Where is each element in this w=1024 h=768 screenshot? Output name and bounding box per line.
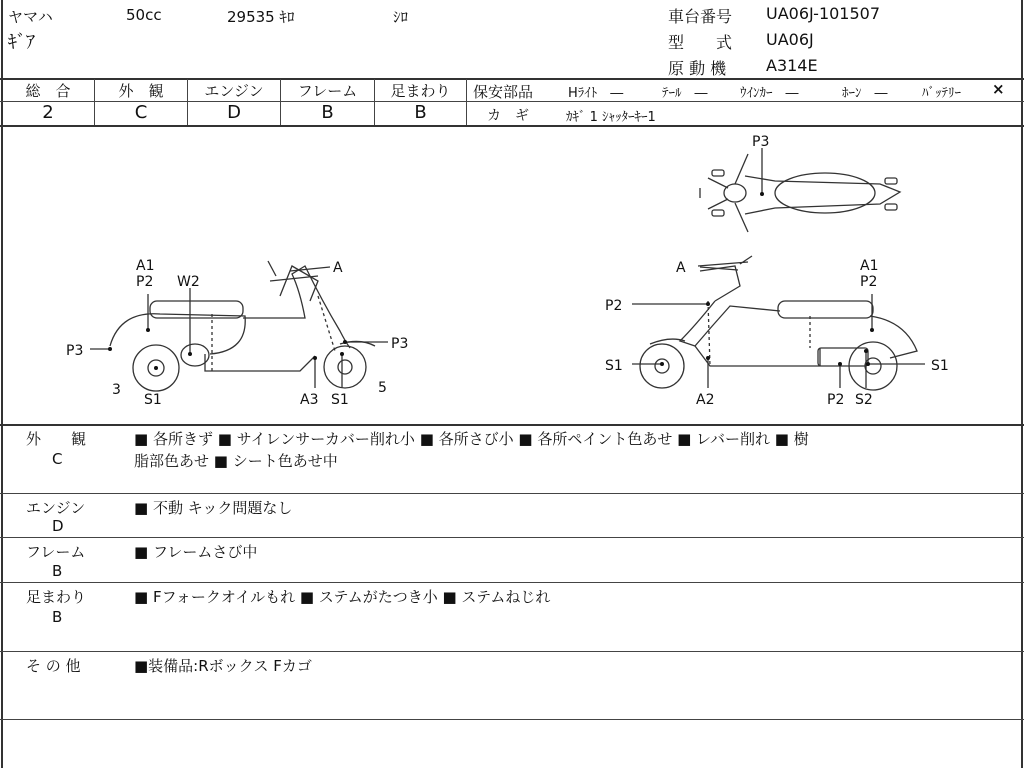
label-top-p3: P3 <box>752 134 770 150</box>
top-view-scooter <box>700 154 900 232</box>
label-right-a2: A2 <box>696 392 715 408</box>
winker-status: ｳｲﾝｶｰ ― <box>740 86 799 101</box>
frame-number-label: 車台番号 <box>668 7 733 26</box>
engine-model-value: A314E <box>766 56 818 75</box>
label-left-p3-front: P3 <box>66 343 84 359</box>
remark-grade: B <box>52 562 63 580</box>
label-right-s1-front: S1 <box>605 358 623 374</box>
remark-text: ■装備品:Rボックス Fカゴ <box>134 657 312 675</box>
label-right-p2-top: P2 <box>860 274 878 290</box>
diagram-divider <box>0 424 1024 426</box>
frame-grade-value: B <box>321 102 334 123</box>
remark-divider-2 <box>0 537 1024 538</box>
horn-status: ﾎｰﾝ ― <box>842 86 888 101</box>
remark-label: そ の 他 <box>26 657 81 675</box>
remark-text-line2: 脂部色あせ ■ シート色あせ中 <box>134 452 338 470</box>
remark-divider-1 <box>0 493 1024 494</box>
displacement: 50cc <box>126 6 162 24</box>
remark-grade: D <box>52 517 64 535</box>
color: ｼﾛ <box>393 8 409 26</box>
label-left-s1-rear: S1 <box>331 392 349 408</box>
label-left-w2: W2 <box>177 274 200 290</box>
suspension-grade-value: B <box>414 102 427 123</box>
remark-text: ■ Fフォークオイルもれ ■ ステムがたつき小 ■ ステムねじれ <box>134 588 551 606</box>
frame-number-value: UA06J-101507 <box>766 4 881 23</box>
tail-status: ﾃｰﾙ ― <box>662 86 708 101</box>
label-right-p2-bottom: P2 <box>827 392 845 408</box>
label-left-a3: A3 <box>300 392 319 408</box>
remark-divider-3 <box>0 582 1024 583</box>
engine-model-label: 原 動 機 <box>668 59 727 78</box>
overall-label: 総 合 <box>25 82 71 100</box>
remark-text: ■ 不動 キック問題なし <box>134 499 293 517</box>
battery-status: ﾊﾞｯﾃﾘｰ <box>922 86 961 101</box>
maker: ヤマハ <box>8 8 53 26</box>
exterior-label: 外 観 <box>118 82 164 100</box>
remark-divider-4 <box>0 651 1024 652</box>
label-left-3: 3 <box>112 382 121 398</box>
remark-grade: C <box>52 450 63 468</box>
label-right-s1-rear: S1 <box>931 358 949 374</box>
remark-label: フレーム <box>26 543 86 561</box>
label-left-5: 5 <box>378 380 387 396</box>
model-name: ｷﾞｱ <box>8 32 35 53</box>
remark-text: ■ 各所きず ■ サイレンサーカバー削れ小 ■ 各所さび小 ■ 各所ペイント色あせ ■ レバー削れ ■ 樹 <box>134 430 809 448</box>
type-label: 型 式 <box>668 33 733 52</box>
mileage: 29535 ｷﾛ <box>227 8 295 26</box>
remark-label: エンジン <box>26 499 86 517</box>
remark-label: 外 観 <box>26 430 87 448</box>
engine-grade-label: エンジン <box>204 82 264 100</box>
label-right-a1: A1 <box>860 258 879 274</box>
suspension-grade-label: 足まわり <box>390 82 451 100</box>
headlight-status: Hﾗｲﾄ ― <box>568 86 624 101</box>
label-left-p3-rear: P3 <box>391 336 409 352</box>
key-label: カ ギ <box>487 108 529 124</box>
grade-sep-5 <box>466 79 467 125</box>
right-border <box>1021 0 1023 768</box>
frame-grade-label: フレーム <box>297 82 358 100</box>
engine-grade-value: D <box>227 102 241 123</box>
label-right-s2: S2 <box>855 392 873 408</box>
label-right-p2-left: P2 <box>605 298 623 314</box>
damage-diagram <box>0 126 1020 424</box>
label-right-a: A <box>676 260 686 276</box>
remark-label: 足まわり <box>26 588 87 606</box>
label-left-s1-front: S1 <box>144 392 162 408</box>
type-value: UA06J <box>766 30 814 49</box>
safety-label: 保安部品 <box>473 83 534 101</box>
remark-grade: B <box>52 608 63 626</box>
remark-text: ■ フレームさび中 <box>134 543 258 561</box>
battery-mark: × <box>992 80 1005 98</box>
key-value: ｶｷﾞ 1 ｼｬｯﾀｰｷｰ1 <box>566 110 656 125</box>
label-left-a1: A1 <box>136 258 155 274</box>
label-left-a: A <box>333 260 343 276</box>
remark-divider-5 <box>0 719 1024 720</box>
pointer-lines <box>90 148 925 388</box>
label-left-p2: P2 <box>136 274 154 290</box>
overall-value: 2 <box>42 102 54 123</box>
exterior-value: C <box>134 102 148 123</box>
